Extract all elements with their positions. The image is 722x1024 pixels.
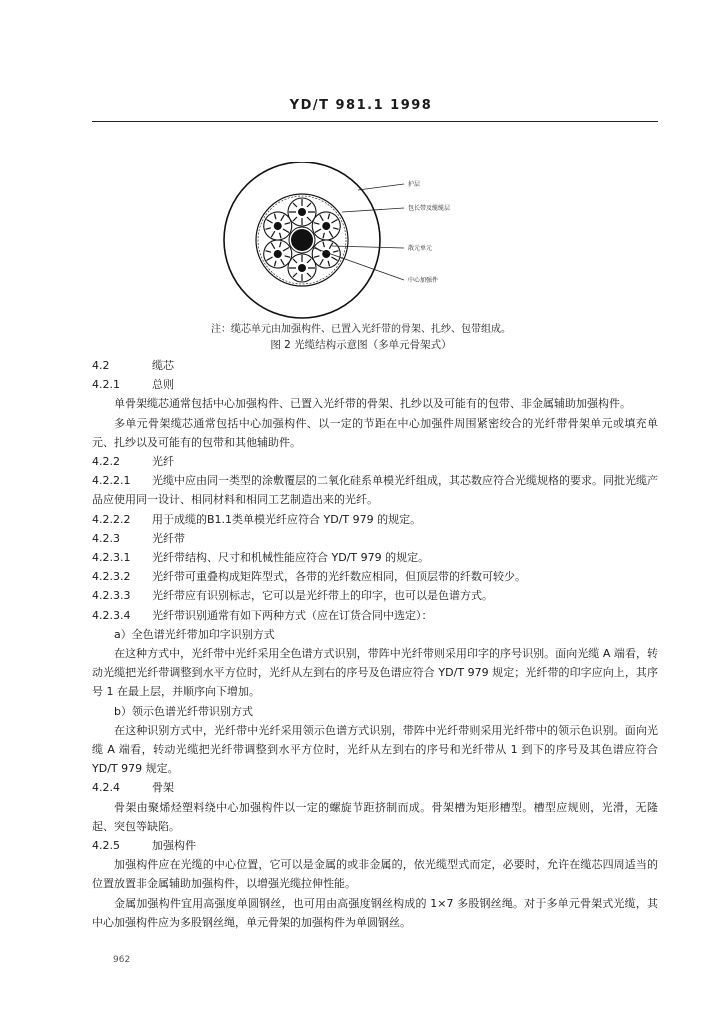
paragraph: 多单元骨架缆芯通常包括中心加强构件、以一定的节距在中心加强件周围紧密绞合的光纤带骨架单元或填充单元、扎纱以及可能有的包带和其他辅助件。 — [92, 416, 658, 449]
paragraph: 金属加强构件宜用高强度单圆钢丝，也可用由高强度钢丝构成的 1×7 多股钢丝绳。对于多单元骨架式光缆，其中心加强构件应为多股钢丝绳，单元骨架的加强构件为单圆钢丝。 — [92, 896, 658, 929]
list-item: b）领示色谱光纤带识别方式 — [114, 704, 253, 718]
section-heading: 4.2.5 加强构件 — [92, 839, 196, 853]
label-wrapping: 包长带及缆缆层 — [408, 205, 451, 212]
paragraph: 在这种识别方式中，光纤带中光纤采用领示色谱方式识别，带阵中光纤带则采用光纤带中的领示色识别。面向光缆 A 端看，转动光缆把光纤带调整到水平方位时，光纤从左到右的序号和光纤带从 1 到下的序号及其色谱应符合 YD/T 979 规定。 — [92, 723, 658, 776]
section-heading: 4.2.1 总则 — [92, 378, 174, 392]
clause: 4.2.3.3 光纤带应有识别标志，它可以是光纤带上的印字，也可以是色谱方式。 — [92, 589, 493, 603]
cable-drawing — [224, 162, 380, 318]
label-central-member: 中心加强件 — [408, 277, 439, 284]
clause: 4.2.3.2 光纤带可重叠构成矩阵型式，各带的光纤数应相同，但顶层带的纤数可较少。 — [92, 570, 526, 584]
section-heading: 4.2 缆芯 — [92, 359, 174, 372]
page-number: 962 — [113, 955, 131, 965]
paragraph: 加强构件应在光缆的中心位置，它可以是金属的或非金属的，依光缆型式而定，必要时，允许在缆芯四周适当的位置放置非金属辅助加强构件，以增强光缆拉伸性能。 — [92, 858, 658, 891]
clause: 4.2.3.1 光纤带结构、尺寸和机械性能应符合 YD/T 979 的规定。 — [92, 551, 430, 565]
section-heading: 4.2.4 骨架 — [92, 781, 174, 795]
document-body — [92, 356, 658, 932]
section-heading: 4.2.2 光纤 — [92, 455, 174, 469]
label-sheath: 护层 — [408, 181, 421, 188]
clause: 4.2.2.1 光缆中应由同一类型的涂敷覆层的二氧化硅系单模光纤组成，其芯数应符合光缆规格的要求。同批光缆产品应使用同一设计、相同材料和相同工艺制造出来的光纤。 — [92, 474, 658, 507]
clause: 4.2.3.4 光纤带识别通常有如下两种方式（应在订货合同中选定）： — [92, 608, 433, 622]
header-rule — [92, 121, 658, 122]
paragraph: 骨架由聚烯烃塑料绕中心加强构件以一定的螺旋节距挤制而成。骨架槽为矩形槽型。槽型应规则，光滑，无隆起、突包等缺陷。 — [92, 800, 658, 833]
cable-cross-section-figure — [190, 162, 520, 327]
standard-header: YD/T 981.1 1998 — [289, 98, 433, 113]
paragraph: 在这种方式中，光纤带中光纤采用全色谱方式识别，带阵中光纤带则采用印字的序号识别。面向光缆 A 端看，转动光缆把光纤带调整到水平方位时，光纤从左到右的序号及色谱应符合 YD/T 979 规定；光纤带的印字应向上，其序号 1 在最上层，并顺序向下增加。 — [92, 647, 658, 699]
figure-caption: 图 2 光缆结构示意图（多单元骨架式） — [270, 339, 452, 351]
section-heading: 4.2.3 光纤带 — [92, 531, 185, 545]
label-units: 散元单元 — [408, 245, 433, 252]
clause: 4.2.2.2 用于成缆的B1.1类单模光纤应符合 YD/T 979 的规定。 — [92, 512, 422, 526]
list-item: a）全色谱光纤带加印字识别方式 — [114, 627, 275, 641]
figure-note: 注：缆芯单元由加强构件、已置入光纤带的骨架、扎纱、包带组成。 — [211, 324, 511, 335]
paragraph: 单骨架缆芯通常包括中心加强构件、已置入光纤带的骨架、扎纱以及可能有的包带、非金属辅助加强构件。 — [114, 397, 631, 411]
